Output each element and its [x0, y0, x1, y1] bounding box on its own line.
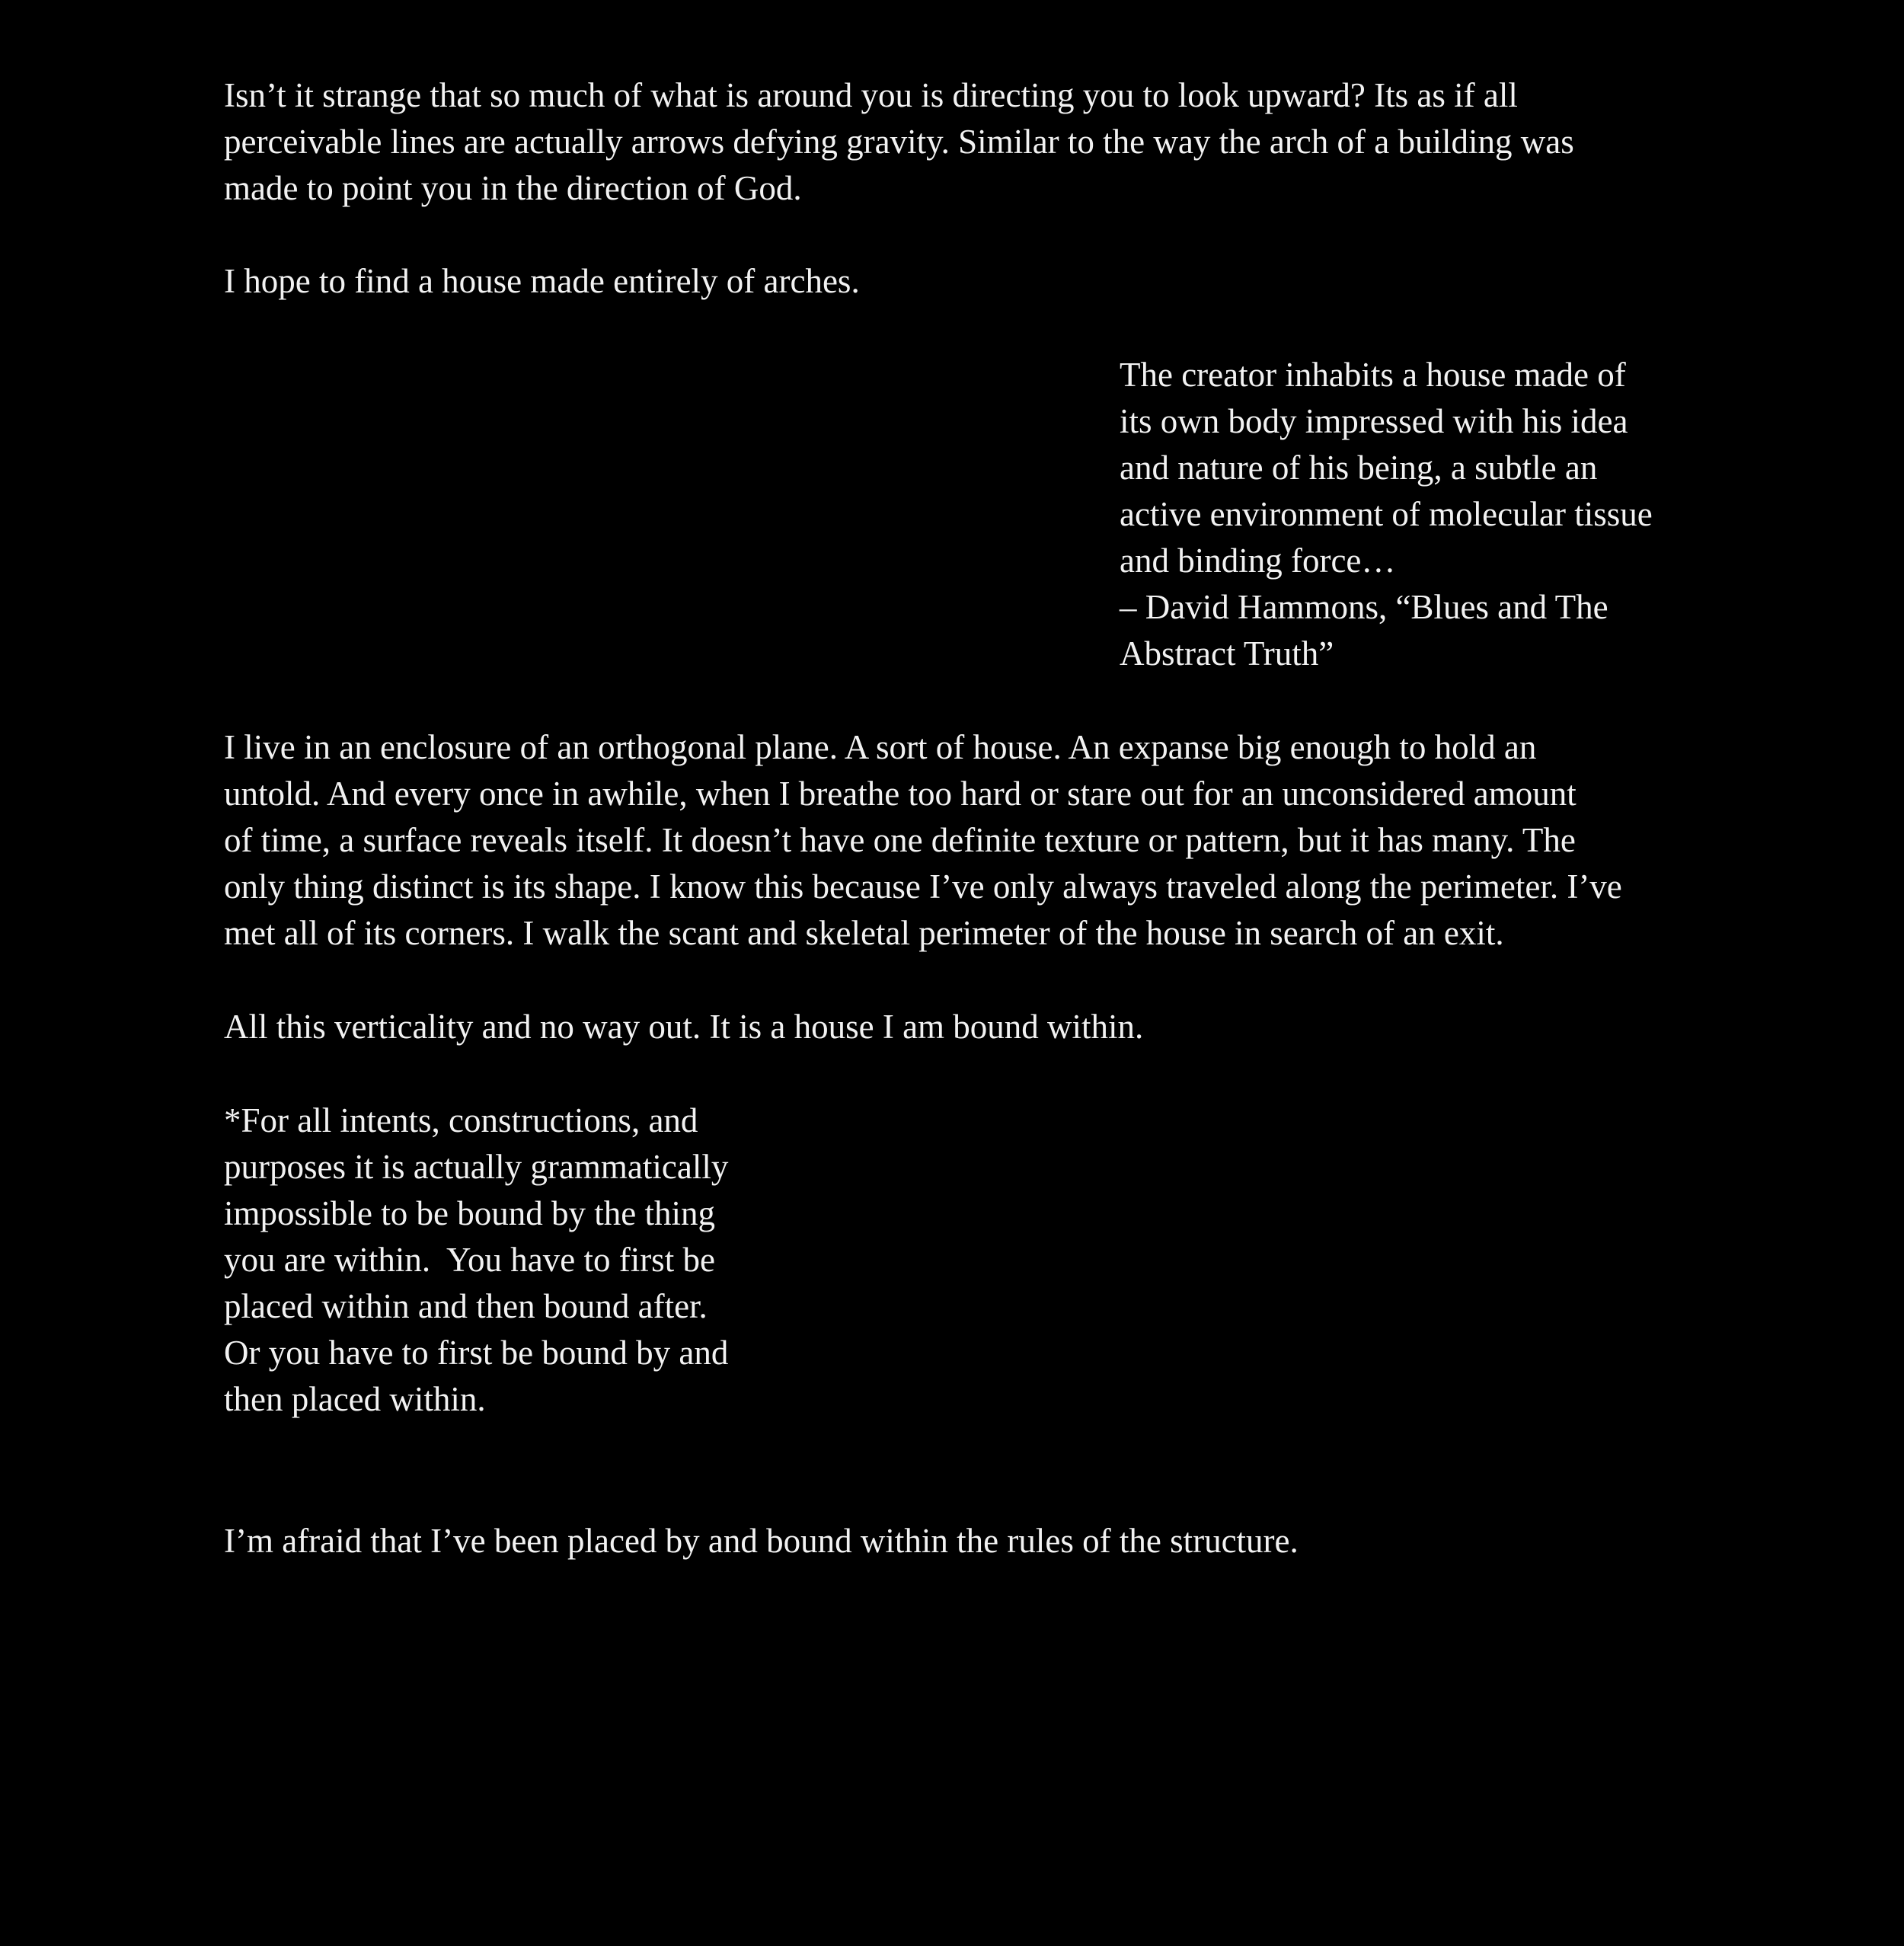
epigraph-attribution-line-2: Abstract Truth” — [1120, 634, 1334, 673]
verticality-paragraph — [224, 1004, 1686, 1050]
epigraph-line-2: its own body impressed with his idea — [1120, 402, 1628, 440]
enclosure-line-3: of time, a surface reveals itself. It doesn’t have one definite texture or pattern, but it has many. The — [224, 821, 1576, 859]
epigraph-quote — [1120, 352, 1698, 677]
intro-line-1: Isn’t it strange that so much of what is around you is directing you to look upward? Its as if all — [224, 76, 1518, 114]
enclosure-line-1: I live in an enclosure of an orthogonal plane. A sort of house. An expanse big enough to hold an — [224, 728, 1537, 766]
epigraph-line-1: The creator inhabits a house made of — [1120, 356, 1626, 394]
intro-line-3: made to point you in the direction of God. — [224, 169, 802, 207]
arches-paragraph — [224, 258, 1686, 305]
epigraph-line-5: and binding force… — [1120, 542, 1396, 580]
footnote-line-2: purposes it is actually grammatically — [224, 1148, 729, 1186]
epigraph-line-4: active environment of molecular tissue — [1120, 495, 1653, 533]
enclosure-paragraph — [224, 724, 1694, 957]
enclosure-line-4: only thing distinct is its shape. I know this because I’ve only always traveled along the perimeter. I’ve — [224, 868, 1622, 906]
intro-line-2: perceivable lines are actually arrows defying gravity. Similar to the way the arch of a building was — [224, 123, 1574, 161]
footnote-line-7: then placed within. — [224, 1380, 486, 1418]
enclosure-line-2: untold. And every once in awhile, when I breathe too hard or stare out for an unconsidered amount — [224, 775, 1577, 813]
closing-line: I’m afraid that I’ve been placed by and bound within the rules of the structure. — [224, 1522, 1299, 1560]
footnote-line-3: impossible to be bound by the thing — [224, 1194, 715, 1232]
footnote-paragraph — [224, 1098, 772, 1423]
footnote-line-5: placed within and then bound after. — [224, 1287, 708, 1325]
arches-line: I hope to find a house made entirely of arches. — [224, 262, 860, 300]
footnote-line-1: *For all intents, constructions, and — [224, 1101, 698, 1139]
closing-paragraph — [224, 1518, 1686, 1564]
footnote-line-6: Or you have to first be bound by and — [224, 1334, 729, 1372]
enclosure-line-5: met all of its corners. I walk the scant and skeletal perimeter of the house in search of an exit. — [224, 914, 1504, 952]
epigraph-attribution-line-1: – David Hammons, “Blues and The — [1120, 588, 1608, 626]
epigraph-line-3: and nature of his being, a subtle an — [1120, 449, 1598, 487]
footnote-line-4: you are within. You have to first be — [224, 1241, 715, 1279]
intro-paragraph — [224, 72, 1686, 212]
verticality-line: All this verticality and no way out. It is a house I am bound within. — [224, 1008, 1144, 1046]
